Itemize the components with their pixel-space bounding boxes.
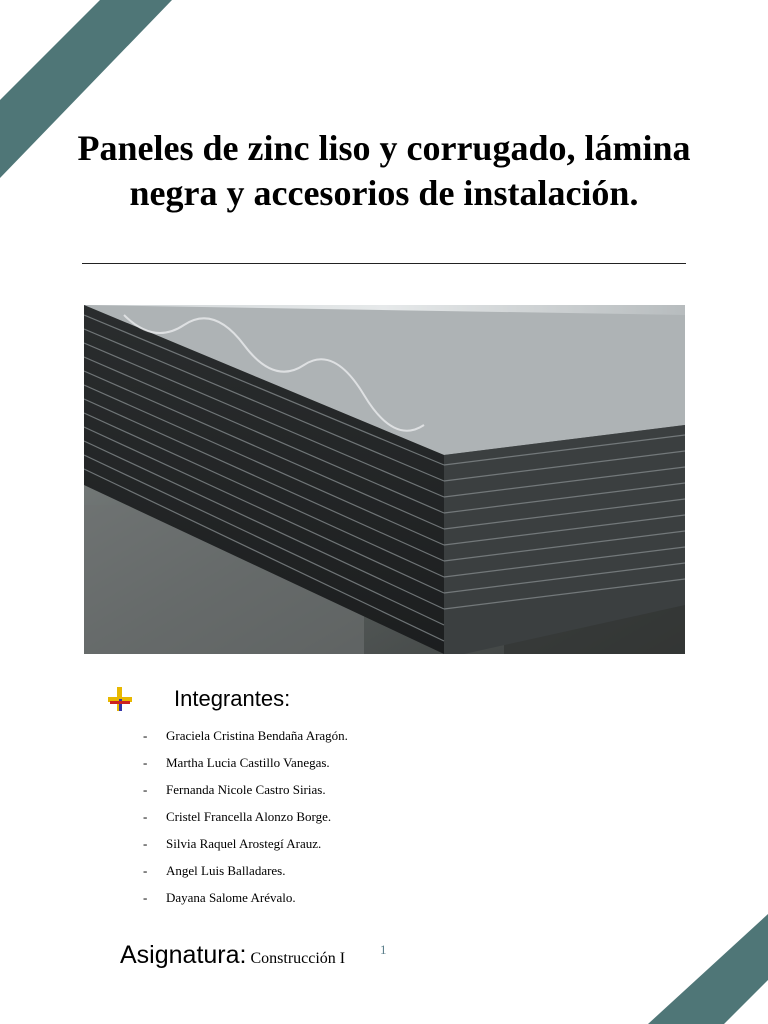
- list-dash: -: [143, 863, 148, 878]
- member-name: Dayana Salome Arévalo.: [166, 890, 296, 905]
- list-dash: -: [143, 890, 148, 905]
- member-item: [0, 807, 500, 827]
- member-item: [0, 780, 500, 800]
- document-title: [40, 126, 728, 216]
- member-name: Graciela Cristina Bendaña Aragón.: [166, 728, 348, 743]
- subject-label: Asignatura:: [120, 941, 247, 969]
- corner-decoration-bottom-right: [648, 914, 768, 1024]
- member-name: Angel Luis Balladares.: [166, 863, 286, 878]
- list-dash: -: [143, 728, 148, 743]
- page-number: 1: [380, 942, 387, 957]
- member-item: [0, 861, 500, 881]
- member-name: Martha Lucia Castillo Vanegas.: [166, 755, 330, 770]
- subject-value: Construcción I: [250, 950, 346, 967]
- list-dash: -: [143, 836, 148, 851]
- member-item: [0, 834, 500, 854]
- plus-bullet-icon: [108, 687, 132, 711]
- member-name: Fernanda Nicole Castro Sirias.: [166, 782, 326, 797]
- member-item: [0, 753, 500, 773]
- list-dash: -: [143, 782, 148, 797]
- list-dash: -: [143, 809, 148, 824]
- corrugated-zinc-sheets-photo: [84, 305, 685, 654]
- title-line-2: negra y accesorios de instalación.: [129, 173, 639, 213]
- member-item: [0, 888, 500, 908]
- list-dash: -: [143, 755, 148, 770]
- member-name: Cristel Francella Alonzo Borge.: [166, 809, 332, 824]
- member-item: [0, 726, 500, 746]
- title-line-1: Paneles de zinc liso y corrugado, lámina: [77, 128, 691, 168]
- member-name: Silvia Raquel Arostegí Arauz.: [166, 836, 322, 851]
- title-divider: [82, 263, 686, 264]
- subject-line: [120, 941, 345, 970]
- members-heading: Integrantes:: [174, 686, 291, 711]
